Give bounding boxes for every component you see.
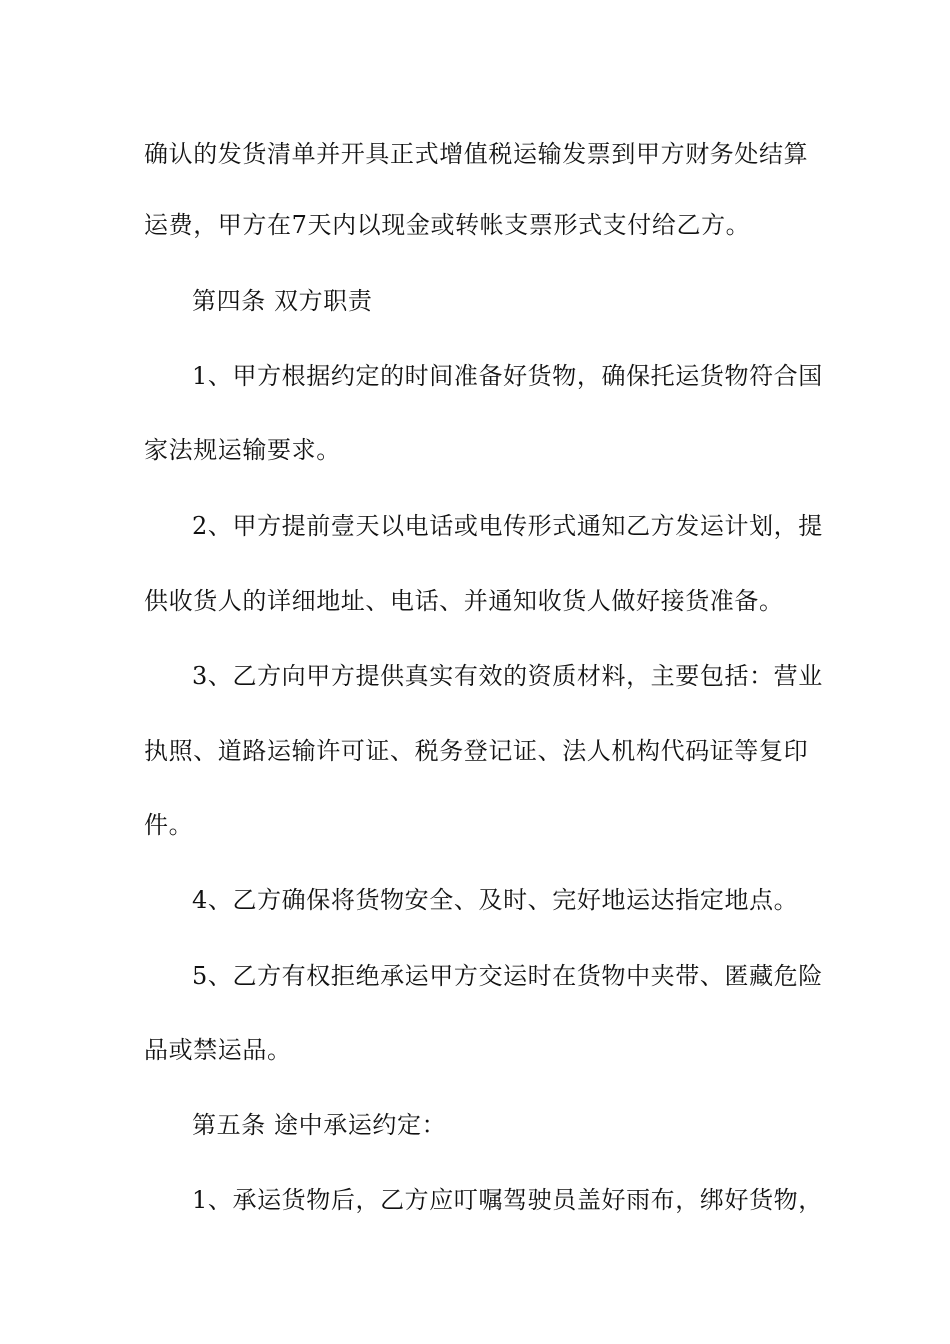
text-line: 家法规运输要求。 — [144, 436, 341, 464]
text-line: 运费，甲方在7天内以现金或转帐支票形式支付给乙方。 — [144, 211, 751, 239]
text-line: 执照、道路运输许可证、税务登记证、法人机构代码证等复印 — [144, 737, 809, 765]
article-heading: 第五条 途中承运约定： — [192, 1111, 447, 1139]
text-line: 品或禁运品。 — [144, 1036, 292, 1064]
article-heading: 第四条 双方职责 — [192, 287, 373, 315]
text-line: 供收货人的详细地址、电话、并通知收货人做好接货准备。 — [144, 587, 784, 615]
text-line: 5、乙方有权拒绝承运甲方交运时在货物中夹带、匿藏危险 — [192, 962, 823, 990]
text-line: 1、甲方根据约定的时间准备好货物，确保托运货物符合国 — [192, 362, 823, 390]
text-line: 2、甲方提前壹天以电话或电传形式通知乙方发运计划，提 — [192, 512, 823, 540]
text-line: 1、承运货物后，乙方应叮嘱驾驶员盖好雨布，绑好货物， — [192, 1186, 823, 1214]
text-line: 件。 — [144, 811, 194, 839]
text-line: 确认的发货清单并开具正式增值税运输发票到甲方财务处结算 — [144, 140, 809, 168]
text-line: 3、乙方向甲方提供真实有效的资质材料，主要包括：营业 — [192, 662, 823, 690]
text-line: 4、乙方确保将货物安全、及时、完好地运达指定地点。 — [192, 886, 799, 914]
